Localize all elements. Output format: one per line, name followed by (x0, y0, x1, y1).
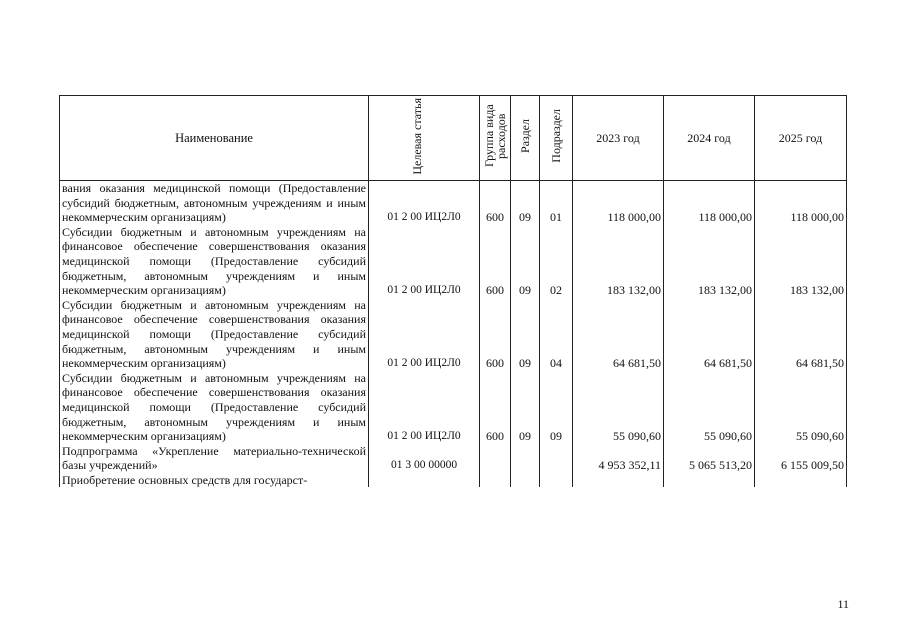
row-2024 (664, 473, 755, 488)
row-2023: 55 090,60 (573, 371, 664, 444)
header-2024: 2024 год (664, 96, 755, 181)
table-row (60, 298, 847, 371)
row-name: Субсидии бюджетным и автономным учреждениям на финансовое обеспечение совершенствования оказания медицинской помощи (Предоставление субсидий бюджетным, автономным учреждениям и иным некоммерческим организациям) (60, 298, 369, 371)
row-name: Субсидии бюджетным и автономным учреждениям на финансовое обеспечение совершенствования оказания медицинской помощи (Предоставление субсидий бюджетным, автономным учреждениям и иным некоммерческим организациям) (60, 371, 369, 444)
table-row (60, 225, 847, 298)
row-target: 01 2 00 ИЦ2Л0 (369, 298, 480, 371)
row-group (480, 473, 511, 488)
row-2025: 64 681,50 (755, 298, 847, 371)
row-section (511, 444, 540, 473)
row-subsection: 01 (540, 181, 573, 225)
header-section-label: Раздел (518, 119, 532, 153)
header-section (511, 96, 540, 181)
header-target-label: Целевая статья (410, 97, 424, 175)
row-group: 600 (480, 181, 511, 225)
header-group (480, 96, 511, 181)
row-section: 09 (511, 181, 540, 225)
row-target (369, 473, 480, 488)
table-row (60, 473, 847, 488)
row-2025: 55 090,60 (755, 371, 847, 444)
row-2024: 55 090,60 (664, 371, 755, 444)
table-row (60, 371, 847, 444)
row-section (511, 473, 540, 488)
row-target: 01 2 00 ИЦ2Л0 (369, 371, 480, 444)
table-row (60, 181, 847, 225)
header-group-label: Группа вида расходов (482, 104, 508, 168)
row-2024: 118 000,00 (664, 181, 755, 225)
row-2024: 5 065 513,20 (664, 444, 755, 473)
row-target: 01 2 00 ИЦ2Л0 (369, 181, 480, 225)
row-2024: 183 132,00 (664, 225, 755, 298)
row-group (480, 444, 511, 473)
row-2023: 4 953 352,11 (573, 444, 664, 473)
row-subsection (540, 473, 573, 488)
header-2023: 2023 год (573, 96, 664, 181)
row-2025: 183 132,00 (755, 225, 847, 298)
budget-table (59, 95, 847, 487)
row-2023 (573, 473, 664, 488)
row-2024: 64 681,50 (664, 298, 755, 371)
row-name: Субсидии бюджетным и автономным учреждениям на финансовое обеспечение совершенствования оказания медицинской помощи (Предоставление субсидий бюджетным, автономным учреждениям и иным некоммерческим организациям) (60, 225, 369, 298)
row-subsection (540, 444, 573, 473)
row-name: вания оказания медицинской помощи (Предоставление субсидий бюджетным, автономным учреждениям и иным некоммерческим организациям) (60, 181, 369, 225)
row-section: 09 (511, 225, 540, 298)
row-name: Подпрограмма «Укрепление материально-технической базы учреждений» (60, 444, 369, 473)
row-group: 600 (480, 225, 511, 298)
row-section: 09 (511, 371, 540, 444)
header-target (369, 96, 480, 181)
row-subsection: 04 (540, 298, 573, 371)
page-number: 11 (837, 597, 849, 611)
row-subsection: 02 (540, 225, 573, 298)
row-target: 01 2 00 ИЦ2Л0 (369, 225, 480, 298)
row-2025: 118 000,00 (755, 181, 847, 225)
row-name: Приобретение основных средств для государст- (60, 473, 369, 488)
row-2023: 118 000,00 (573, 181, 664, 225)
table-row (60, 444, 847, 473)
row-section: 09 (511, 298, 540, 371)
row-subsection: 09 (540, 371, 573, 444)
row-target: 01 3 00 00000 (369, 444, 480, 473)
table-header-row (60, 96, 847, 181)
row-2025 (755, 473, 847, 488)
row-group: 600 (480, 371, 511, 444)
header-name: Наименование (60, 96, 369, 181)
header-subsection (540, 96, 573, 181)
header-2025: 2025 год (755, 96, 847, 181)
row-2023: 64 681,50 (573, 298, 664, 371)
row-2025: 6 155 009,50 (755, 444, 847, 473)
row-group: 600 (480, 298, 511, 371)
row-2023: 183 132,00 (573, 225, 664, 298)
header-subsection-label: Подраздел (549, 109, 563, 163)
